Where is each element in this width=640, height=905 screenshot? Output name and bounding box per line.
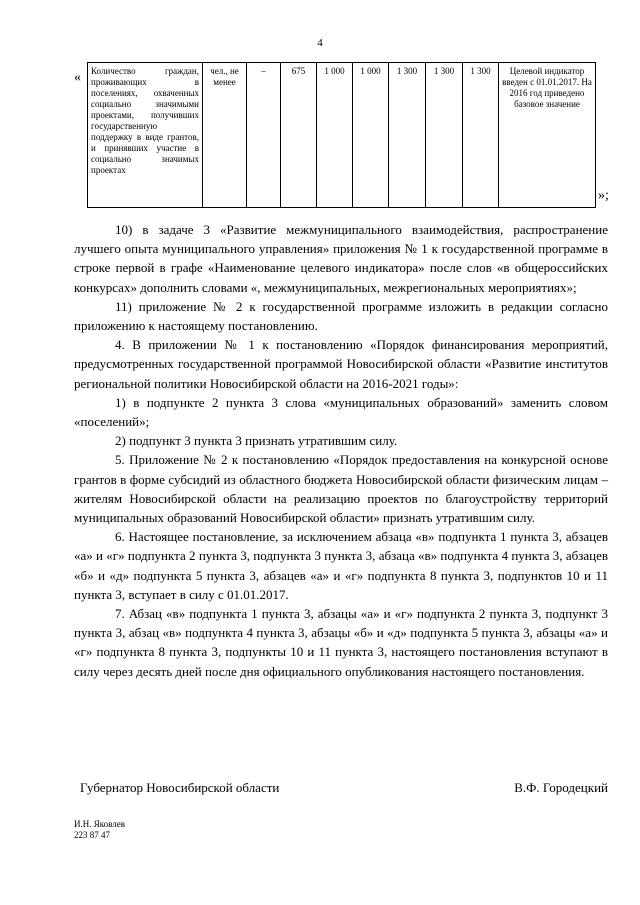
table-row (88, 63, 596, 208)
paragraph: 11) приложение № 2 к государственной программе изложить в редакции согласно приложению к настоящему постановлению. (74, 298, 608, 334)
paragraph: 6. Настоящее постановление, за исключением абзаца «в» подпункта 1 пункта 3, абзацев «а» и «г» подпункта 2 пункта 3, подпункта 3 пункта 3, абзаца «в» подпункта 4 пункта 3, абзацев «б» и «д» подпункта 5 пункта 3, абзацев «а» и «г» подпункта 8 пункта 3, подпунктов 10 и 11 пункта 3, вступает в силу с 01.01.2017. (74, 529, 608, 602)
closing-quote: »; (598, 188, 609, 203)
value-cell: 1 300 (463, 63, 499, 208)
executor-name: И.Н. Яковлев (74, 819, 126, 829)
indicator-name-cell: Количество граждан, проживающих в поселениях, охваченных социально значимыми проектами, получивших государственную поддержку в виде грантов, и принявших участие в социально значимых проектах (88, 63, 203, 208)
paragraph: 2) подпункт 3 пункта 3 признать утратившим силу. (115, 433, 398, 449)
signatory-name: В.Ф. Городецкий (514, 780, 608, 795)
indicator-table (87, 62, 596, 208)
body-text (74, 220, 608, 681)
note-cell: Целевой индикатор введен с 01.01.2017. На 2016 год приведено базовое значение (499, 63, 596, 208)
value-cell: 1 000 (353, 63, 389, 208)
paragraph: 4. В приложении № 1 к постановлению «Порядок финансирования мероприятий, предусмотренных государственной программой Новосибирской области «Развитие институтов региональной политики Новосибирской области на 2016-2021 годы»: (74, 337, 608, 391)
dash-cell: – (247, 63, 281, 208)
page-number: 4 (317, 37, 323, 49)
signature-block (80, 780, 608, 796)
paragraph: 5. Приложение № 2 к постановлению «Порядок предоставления на конкурсной основе грантов в форме субсидий из областного бюджета Новосибирской области физическим лицам – жителям Новосибирской области на реализацию проектов по благоустройству территорий муниципальных образований Новосибирской области» признать утратившим силу. (74, 452, 608, 526)
paragraph: 10) в задаче 3 «Развитие межмуниципального взаимодействия, распространение лучшего опыта муниципального управления» приложения № 1 к государственной программе в строке первой в графе «Наименование целевого индикатора» после слов «в общероссийских конкурсах» дополнить словами «, межмуниципальных, межрегиональных мероприятиях»; (74, 222, 608, 295)
value-cell: 1 300 (426, 63, 463, 208)
signatory-position: Губернатор Новосибирской области (80, 780, 280, 795)
paragraph: 1) в подпункте 2 пункта 3 слова «муниципальных образований» заменить словом «поселений»; (74, 394, 608, 430)
executor-block (74, 819, 125, 841)
value-cell: 675 (281, 63, 317, 208)
opening-quote: « (74, 70, 81, 85)
paragraph: 7. Абзац «в» подпункта 1 пункта 3, абзацы «а» и «г» подпункта 2 пункта 3, подпункт 3 пункта 3, абзац «в» подпункта 4 пункта 3, абзацы «б» и «д» подпункта 5 пункта 3, абзацы «а» и «г» подпункта 8 пункта 3, подпункты 10 и 11 пункта 3, настоящего постановления вступают в силу через десять дней после дня официального опубликования настоящего постановления. (74, 606, 608, 679)
value-cell: 1 000 (317, 63, 353, 208)
unit-cell: чел., не менее (203, 63, 247, 208)
executor-phone: 223 87 47 (74, 830, 110, 840)
value-cell: 1 300 (389, 63, 426, 208)
